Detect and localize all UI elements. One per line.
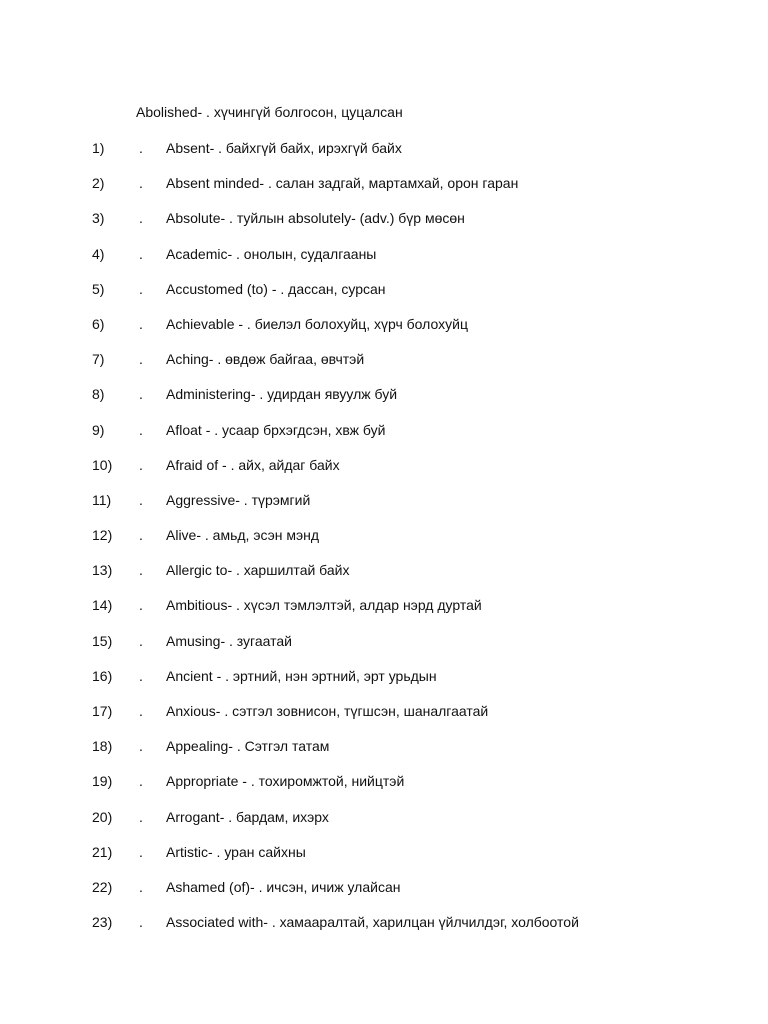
list-item: [0, 878, 768, 913]
item-dot: .: [139, 808, 143, 825]
item-number: 10): [92, 456, 113, 473]
item-dot: .: [139, 597, 143, 614]
item-text: Accustomed (to) - . дассан, сурсан: [166, 280, 386, 297]
item-text: Afraid of - . айх, айдаг байх: [166, 456, 340, 473]
list-item: [0, 385, 768, 420]
item-dot: .: [139, 773, 143, 790]
item-number: 14): [92, 597, 113, 614]
item-number: 15): [92, 632, 113, 649]
list-item: [0, 737, 768, 772]
item-dot: .: [139, 140, 143, 156]
intro-line: Abolished- . хүчингүй болгосон, цуцалсан: [136, 104, 403, 120]
item-number: 3): [92, 210, 105, 227]
item-number: 2): [92, 175, 105, 192]
item-number: 20): [92, 808, 113, 825]
item-text: Administering- . удирдан явуулж буй: [166, 386, 398, 403]
item-number: 9): [92, 421, 105, 438]
item-dot: .: [139, 456, 143, 473]
item-text: Academic- . онолын, судалгааны: [166, 245, 377, 262]
list-item: [0, 526, 768, 561]
item-text: Ambitious- . хүсэл тэмлэлтэй, алдар нэрд дуртай: [166, 597, 482, 614]
item-dot: .: [139, 738, 143, 755]
item-text: Arrogant- . бардам, ихэрх: [166, 808, 329, 825]
item-text: Associated with- . хамааралтай, харилцан үйлчилдэг, холбоотой: [166, 914, 579, 931]
item-number: 1): [92, 140, 105, 156]
list-item: [0, 174, 768, 209]
list-item: [0, 456, 768, 491]
item-number: 18): [92, 738, 113, 755]
list-item: [0, 491, 768, 526]
item-dot: .: [139, 315, 143, 332]
item-text: Ashamed (of)- . ичсэн, ичиж улайсан: [166, 878, 401, 895]
item-text: Ancient - . эртний, нэн эртний, эрт урьдын: [166, 667, 437, 684]
item-dot: .: [139, 386, 143, 403]
item-number: 21): [92, 843, 113, 860]
list-item: [0, 315, 768, 350]
item-dot: .: [139, 562, 143, 579]
item-text: Absent- . байхгүй байх, ирэхгүй байх: [166, 140, 402, 156]
item-number: 17): [92, 703, 113, 719]
item-number: 16): [92, 667, 113, 684]
item-number: 13): [92, 562, 113, 579]
item-text: Amusing- . зугаатай: [166, 632, 292, 649]
item-dot: .: [139, 878, 143, 895]
item-dot: .: [139, 280, 143, 297]
list-item: [0, 561, 768, 596]
item-dot: .: [139, 210, 143, 227]
item-number: 5): [92, 280, 105, 297]
item-dot: .: [139, 843, 143, 860]
item-number: 22): [92, 878, 113, 895]
item-number: 7): [92, 351, 105, 368]
item-dot: .: [139, 175, 143, 192]
item-dot: .: [139, 667, 143, 684]
item-text: Allergic to- . харшилтай байх: [166, 562, 350, 579]
item-dot: .: [139, 703, 143, 719]
list-item: [0, 702, 768, 737]
item-text: Absent minded- . салан задгай, мартамхай, орон гаран: [166, 175, 519, 192]
list-item: [0, 667, 768, 702]
item-text: Afloat - . усаар брхэгдсэн, хвж буй: [166, 421, 386, 438]
item-text: Appealing- . Сэтгэл татам: [166, 738, 330, 755]
list-item: [0, 139, 768, 174]
list-item: [0, 913, 768, 948]
item-dot: .: [139, 351, 143, 368]
item-dot: .: [139, 632, 143, 649]
item-dot: .: [139, 245, 143, 262]
list-item: [0, 280, 768, 315]
item-number: 6): [92, 315, 105, 332]
list-item: [0, 350, 768, 385]
list-item: [0, 843, 768, 878]
item-number: 12): [92, 527, 113, 544]
vocabulary-list: [0, 139, 768, 948]
list-item: [0, 808, 768, 843]
list-item: [0, 421, 768, 456]
item-text: Aching- . өвдөж байгаа, өвчтэй: [166, 351, 365, 368]
item-text: Anxious- . сэтгэл зовнисон, түгшсэн, шаналгаатай: [166, 703, 489, 719]
item-text: Absolute- . туйлын absolutely- (adv.) бүр мөсөн: [166, 210, 465, 227]
item-number: 11): [92, 491, 112, 508]
item-text: Alive- . амьд, эсэн мэнд: [166, 527, 320, 544]
list-item: [0, 209, 768, 244]
list-item: [0, 772, 768, 807]
item-dot: .: [139, 491, 143, 508]
item-dot: .: [139, 527, 143, 544]
item-number: 19): [92, 773, 113, 790]
list-item: [0, 245, 768, 280]
list-item: [0, 632, 768, 667]
list-item: [0, 596, 768, 631]
item-number: 23): [92, 914, 113, 931]
item-number: 4): [92, 245, 105, 262]
item-text: Achievable - . биелэл болохуйц, хүрч болохуйц: [166, 315, 468, 332]
item-dot: .: [139, 914, 143, 931]
item-dot: .: [139, 421, 143, 438]
item-text: Artistic- . уран сайхны: [166, 843, 306, 860]
item-number: 8): [92, 386, 105, 403]
item-text: Aggressive- . түрэмгий: [166, 491, 311, 508]
item-text: Appropriate - . тохиромжтой, нийцтэй: [166, 773, 405, 790]
